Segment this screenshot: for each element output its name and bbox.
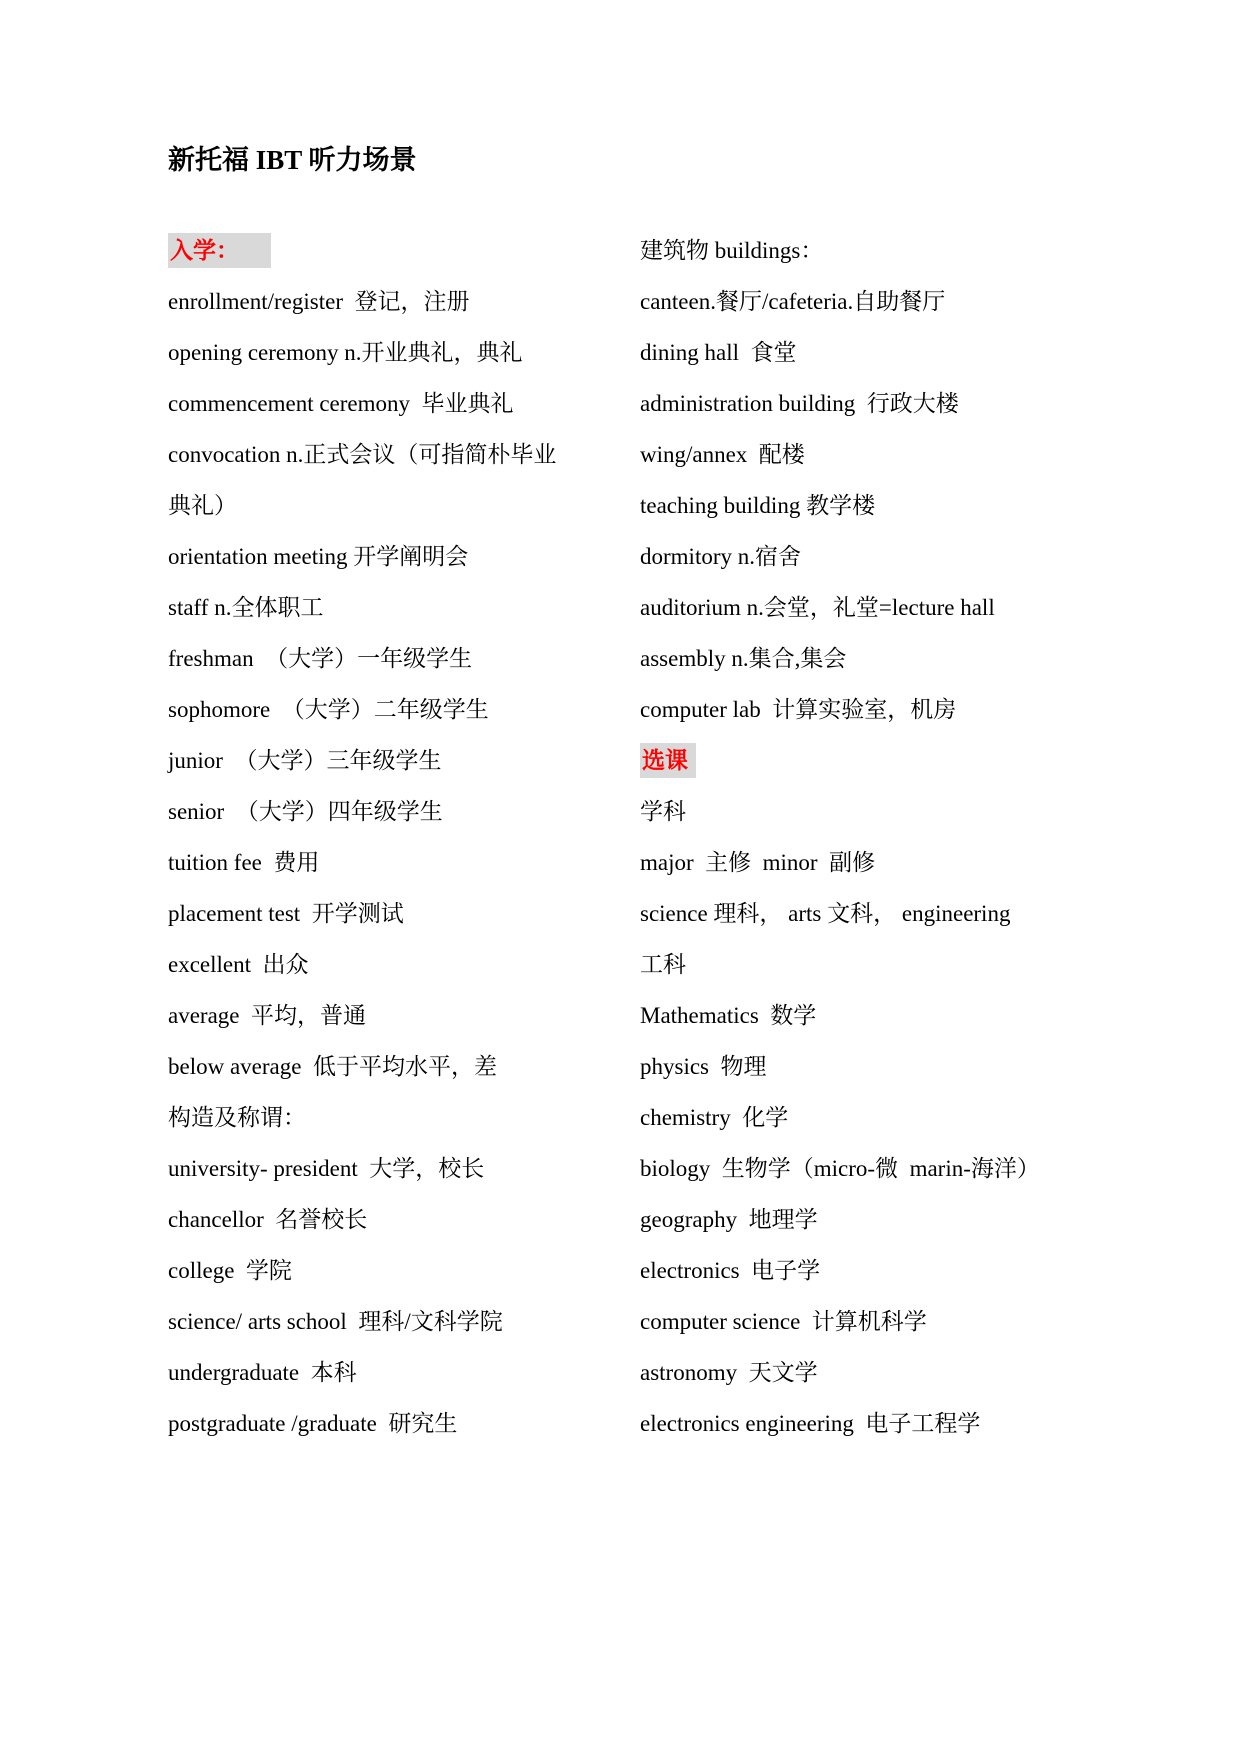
vocab-entry-continuation: 工科 (640, 952, 686, 977)
vocab-entry: freshman （大学）一年级学生 (168, 646, 473, 671)
vocab-entry: college 学院 (168, 1258, 292, 1283)
vocab-entry: staff n.全体职工 (168, 595, 324, 620)
vocab-entry: Mathematics 数学 (640, 1003, 817, 1028)
vocab-entry: physics 物理 (640, 1054, 767, 1079)
vocab-entry: university- president 大学，校长 (168, 1156, 485, 1181)
section-heading-admission (168, 225, 640, 276)
vocab-entry: placement test 开学测试 (168, 901, 404, 926)
vocab-entry: dining hall 食堂 (640, 340, 797, 365)
vocab-entry: wing/annex 配楼 (640, 442, 805, 467)
two-column-layout (168, 225, 1230, 1449)
vocab-entry: senior （大学）四年级学生 (168, 799, 443, 824)
vocab-entry: commencement ceremony 毕业典礼 (168, 391, 514, 416)
vocab-entry: convocation n.正式会议（可指简朴毕业 (168, 442, 557, 467)
section-heading-course-selection-text: 选课 (640, 743, 696, 778)
vocab-entry: science 理科， arts 文科， engineering (640, 901, 1011, 926)
vocab-entry: electronics engineering 电子工程学 (640, 1411, 981, 1436)
vocab-entry: computer science 计算机科学 (640, 1309, 927, 1334)
right-column (640, 225, 1230, 1449)
vocab-entry: orientation meeting 开学阐明会 (168, 544, 469, 569)
vocab-entry: chemistry 化学 (640, 1105, 789, 1130)
vocab-entry: astronomy 天文学 (640, 1360, 818, 1385)
section-heading-admission-text: 入学： (168, 233, 271, 268)
document-title: 新托福 IBT 听力场景 (168, 145, 417, 175)
vocab-entry: average 平均，普通 (168, 1003, 366, 1028)
vocab-entry: biology 生物学（micro-微 marin-海洋） (640, 1156, 1040, 1181)
subsection-label: 学科 (640, 799, 686, 824)
vocab-entry: excellent 出众 (168, 952, 309, 977)
vocab-entry: sophomore （大学）二年级学生 (168, 697, 489, 722)
subsection-label: 建筑物 buildings： (640, 238, 824, 263)
section-heading-course-selection (640, 735, 1230, 786)
vocab-entry: postgraduate /graduate 研究生 (168, 1411, 458, 1436)
vocab-entry: below average 低于平均水平，差 (168, 1054, 497, 1079)
vocab-entry: assembly n.集合,集会 (640, 646, 847, 671)
vocab-entry: computer lab 计算实验室，机房 (640, 697, 957, 722)
vocab-entry: tuition fee 费用 (168, 850, 320, 875)
vocab-entry: teaching building 教学楼 (640, 493, 876, 518)
vocab-entry: administration building 行政大楼 (640, 391, 959, 416)
vocab-entry: geography 地理学 (640, 1207, 818, 1232)
vocab-entry: major 主修 minor 副修 (640, 850, 876, 875)
vocab-entry: canteen.餐厅/cafeteria.自助餐厅 (640, 289, 946, 314)
vocab-entry: chancellor 名誉校长 (168, 1207, 368, 1232)
vocab-entry: opening ceremony n.开业典礼，典礼 (168, 340, 523, 365)
vocab-entry: electronics 电子学 (640, 1258, 821, 1283)
left-column (168, 225, 640, 1449)
vocab-entry: science/ arts school 理科/文科学院 (168, 1309, 503, 1334)
vocab-entry: undergraduate 本科 (168, 1360, 357, 1385)
vocab-entry: enrollment/register 登记，注册 (168, 289, 470, 314)
subsection-label: 构造及称谓： (168, 1105, 306, 1130)
vocab-entry: auditorium n.会堂，礼堂=lecture hall (640, 595, 995, 620)
vocab-entry-continuation: 典礼） (168, 493, 237, 518)
vocab-entry: dormitory n.宿舍 (640, 544, 801, 569)
vocab-entry: junior （大学）三年级学生 (168, 748, 442, 773)
